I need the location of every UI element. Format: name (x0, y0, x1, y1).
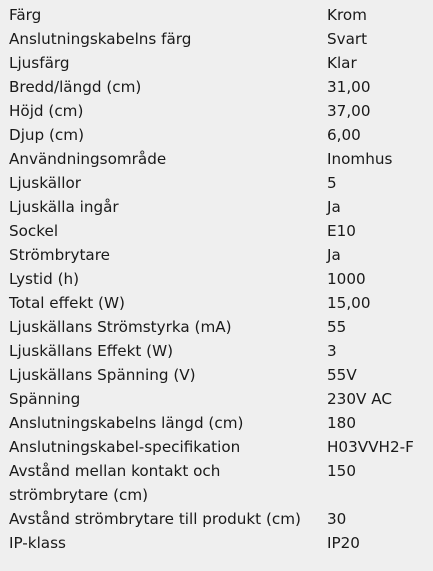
spec-value: Ja (327, 198, 341, 216)
spec-label: Ljuskällans Effekt (W) (9, 342, 174, 360)
spec-label: Anslutningskabelns färg (9, 30, 192, 48)
spec-row-lifetime (0, 267, 433, 291)
spec-value: 37,00 (327, 102, 371, 120)
spec-row-light-source-included (0, 195, 433, 219)
spec-value: 55V (327, 366, 357, 384)
spec-value: E10 (327, 222, 356, 240)
spec-row-color (0, 3, 433, 27)
spec-row-switch (0, 243, 433, 267)
spec-value: Svart (327, 30, 368, 48)
spec-label: Avstånd strömbrytare till produkt (cm) (9, 510, 301, 528)
spec-value: 5 (327, 174, 337, 192)
spec-value: Krom (327, 6, 367, 24)
spec-label: Höjd (cm) (9, 102, 84, 120)
spec-value: 150 (327, 462, 356, 480)
spec-value: 230V AC (327, 390, 392, 408)
spec-label: Ljuskällans Strömstyrka (mA) (9, 318, 232, 336)
spec-row-depth (0, 123, 433, 147)
spec-row-cable-length (0, 411, 433, 435)
spec-row-plug-switch-distance (0, 459, 433, 507)
spec-value: IP20 (327, 534, 360, 552)
spec-label: Djup (cm) (9, 126, 85, 144)
spec-value: 1000 (327, 270, 366, 288)
spec-row-light-sources (0, 171, 433, 195)
spec-row-socket (0, 219, 433, 243)
spec-row-cable-color (0, 27, 433, 51)
spec-label: Ljuskällans Spänning (V) (9, 366, 196, 384)
spec-label: Lystid (h) (9, 270, 80, 288)
spec-label: Ljusfärg (9, 54, 70, 72)
spec-label: Ljuskälla ingår (9, 198, 119, 216)
spec-label: IP-klass (9, 534, 66, 552)
spec-value: Klar (327, 54, 357, 72)
spec-row-voltage (0, 387, 433, 411)
spec-label: Ljuskällor (9, 174, 82, 192)
spec-row-source-current (0, 315, 433, 339)
spec-value: 180 (327, 414, 356, 432)
spec-value: 3 (327, 342, 337, 360)
spec-value: H03VVH2-F (327, 438, 414, 456)
spec-label: Avstånd mellan kontakt och strömbrytare (cm) (9, 462, 221, 504)
spec-label: Anslutningskabelns längd (cm) (9, 414, 244, 432)
spec-label: Bredd/längd (cm) (9, 78, 142, 96)
specifications-table (0, 3, 433, 555)
spec-label: Total effekt (W) (9, 294, 125, 312)
spec-value: 30 (327, 510, 347, 528)
spec-label: Färg (9, 6, 42, 24)
spec-label: Anslutningskabel-specifikation (9, 438, 241, 456)
spec-label: Spänning (9, 390, 81, 408)
spec-row-total-power (0, 291, 433, 315)
spec-value: 15,00 (327, 294, 371, 312)
spec-value: 31,00 (327, 78, 371, 96)
spec-row-width (0, 75, 433, 99)
spec-row-ip-class (0, 531, 433, 555)
spec-value: Inomhus (327, 150, 393, 168)
spec-row-height (0, 99, 433, 123)
spec-value: 6,00 (327, 126, 361, 144)
spec-label: Användningsområde (9, 150, 167, 168)
spec-label: Strömbrytare (9, 246, 110, 264)
spec-row-switch-product-distance (0, 507, 433, 531)
spec-row-usage-area (0, 147, 433, 171)
spec-value: 55 (327, 318, 347, 336)
spec-row-source-voltage (0, 363, 433, 387)
spec-row-cable-specification (0, 435, 433, 459)
spec-value: Ja (327, 246, 341, 264)
spec-label: Sockel (9, 222, 59, 240)
spec-row-light-color (0, 51, 433, 75)
spec-row-source-power (0, 339, 433, 363)
